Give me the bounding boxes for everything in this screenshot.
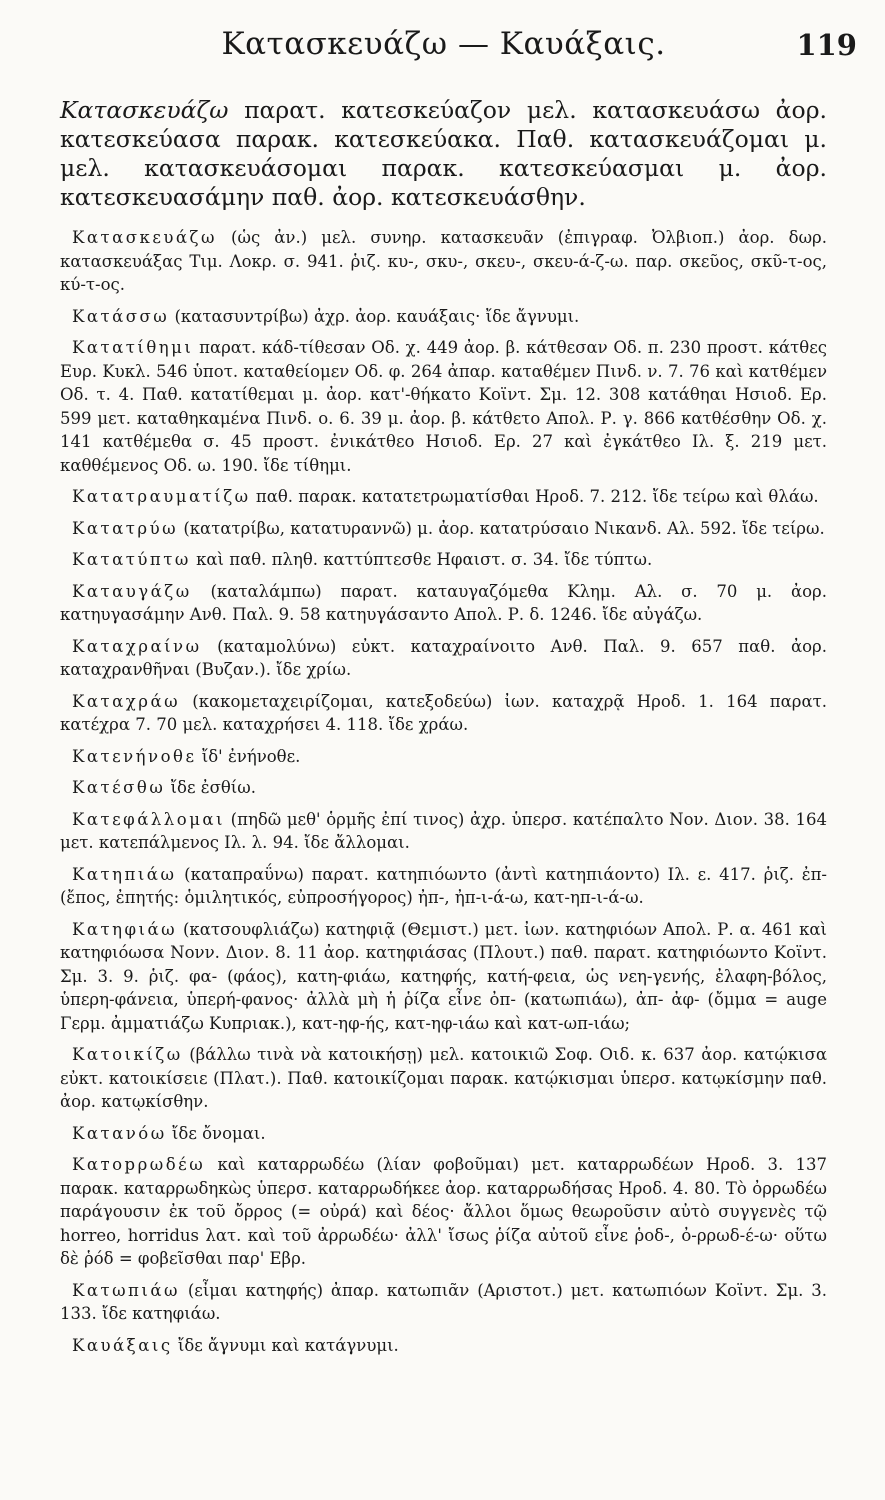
entry-headword: Καυάξαις <box>72 1335 173 1355</box>
entry <box>60 1153 827 1271</box>
entry-text: (κατσουφλιάζω) κατηφιᾷ (Θεμιστ.) μετ. ἰων. κατηφιόων Απολ. Ρ. α. 461 καὶ κατηφιόωσα Νονν. Διον. 8. 11 ἀορ. κατηφιάσας (Πλουτ.) παθ. παρατ. κατηφιόωντο Κοϊντ. Σμ. 3. 9. ῥιζ. φα- (φάος), κατη-φιάω, κατηφής, κατή-φεια, ὡς νεη-γενής, ἐλαφη-βόλος, ὑπερη-φάνεια, ὑπερή-φανος· ἀλλὰ μὴ ἡ ῥίζα εἶνε ὀπ- (κατωπιάω), ἀπ- ἀφ- (ὄμμα = auge Γερμ. ἀμματιάζω Κυπριακ.), κατ-ηφ-ής, κατ-ηφ-ιάω καὶ κατ-ωπ-ιάω; <box>60 919 828 1033</box>
entry <box>60 1334 827 1358</box>
entry-text: (καταμολύνω) εὐκτ. καταχραίνοιτο Ανθ. Παλ. 9. 657 παθ. ἀορ. καταχρανθῆναι (Βυζαν.). ἴδε χρίω. <box>60 636 827 679</box>
entry <box>60 776 827 800</box>
entry <box>60 580 827 627</box>
entry <box>60 745 827 769</box>
entry-headword: Κατηπιάω <box>72 864 177 884</box>
entry-text: ἴδε ὄνομαι. <box>171 1123 266 1143</box>
running-head: Κατασκευάζω — Καυάξαις. <box>221 26 666 62</box>
entry-text: (κατασυντρίβω) ἀχρ. ἀορ. καυάξαις· ἴδε ἄγνυμι. <box>174 306 580 326</box>
entry-text: καὶ καταρρωδέω (λίαν φοβοῦμαι) μετ. καταρρωδέων Ηροδ. 3. 137 παρακ. καταρρωδηκὼς ὑπερσ. καταρρωδήκεε ἀορ. καταρρωδήσας Ηροδ. 4. 80. Τὸ ὀρρωδέω παράγουσιν ἐκ τοῦ ὄρρος (= οὐρά) καὶ δέος· ἄλλοι ὅμως θεωροῦσιν αὐτὸ συγγενὲς τῷ horreo, horridus λατ. καὶ τοῦ ἀρρωδέω· ἀλλ' ἴσως ῥίζα αὐτοῦ εἶνε ῥοδ-, ὀ-ρρωδ-έ-ω· οὕτω δὲ ῥόδ = φοβεῖσθαι παρ' Εβρ. <box>60 1155 827 1268</box>
entry <box>60 548 827 572</box>
entry-headword: Κατοικίζω <box>72 1045 183 1064</box>
entry-headword: Καταυγάζω <box>72 581 192 601</box>
entry-text: (κακομεταχειρίζομαι, κατεξοδεύω) ἰων. καταχρᾷ Ηροδ. 1. 164 παρατ. κατέχρα 7. 70 μελ. καταχρήσει 4. 118. ἴδε χράω. <box>60 691 828 734</box>
entry-headword: Κατενήνοθε <box>72 746 197 766</box>
entry-headword: Κατωπιάω <box>72 1280 180 1300</box>
entry-text: (ὡς ἀν.) μελ. συνηρ. κατασκευᾶν (ἐπιγραφ. Ὀλβιοπ.) ἀορ. δωρ. κατασκευάξας Τιμ. Λοκρ. σ. 941. ῥιζ. κυ-, σκυ-, σκευ-, σκευ-ά-ζ-ω. παρ. σκεῦος, σκῦ-τ-ος, κύ-τ-ος. <box>60 228 827 294</box>
entry-text: παθ. παρακ. κατατετρωματίσθαι Ηροδ. 7. 212. ἴδε τείρω καὶ θλάω. <box>255 487 819 506</box>
entry-text: (καταλάμπω) παρατ. καταυγαζόμεθα Κλημ. Αλ. σ. 70 μ. ἀορ. κατηυγασάμην Ανθ. Παλ. 9. 58 κατηυγάσαντο Απολ. Ρ. δ. 1246. ἴδε αὐγάζω. <box>60 581 827 624</box>
entry <box>60 690 827 737</box>
entry-headword: Κατασκευάζω <box>60 96 229 124</box>
entry-text: παρατ. κατεσκεύαζον μελ. κατασκευάσω ἀορ. κατεσκεύασα παρακ. κατεσκεύακα. Παθ. κατασκευάζομαι μ. μελ. κατασκευάσομαι παρακ. κατεσκεύασμαι μ. ἀορ. κατεσκευασάμην παθ. ἀορ. κατεσκευάσθην. <box>60 96 827 211</box>
entry-headword: Κατατύπτω <box>72 550 191 569</box>
entry-text: ἴδ' ἐνήνοθε. <box>201 746 301 766</box>
entry-text: ἴδε ἐσθίω. <box>170 778 256 797</box>
entry <box>60 305 827 329</box>
entry <box>60 1043 827 1114</box>
entries-column <box>60 96 827 1357</box>
entry <box>60 485 827 509</box>
entry-headword: Κατηφιάω <box>72 919 178 939</box>
entry-headword: Κατασκευάζω <box>72 228 217 247</box>
entry-text: (κατατρίβω, κατατυραννῶ) μ. ἀορ. κατατρύσαιο Νικανδ. Αλ. 592. ἴδε τείρω. <box>183 518 825 538</box>
entry-text: (εἶμαι κατηφής) ἀπαρ. κατωπιᾶν (Αριστοτ.) μετ. κατωπιόων Κοϊντ. Σμ. 3. 133. ἴδε κατηφιάω. <box>60 1280 828 1323</box>
entry-headword: Κατατίθημι <box>72 338 194 357</box>
entry-headword: Κατάσσω <box>72 306 170 326</box>
entry <box>60 96 827 212</box>
entry-text: (καταπραΰνω) παρατ. κατηπιόωντο (ἀντὶ κατηπιάοντο) Ιλ. ε. 417. ῥιζ. ἐπ- (ἔπος, ἐπητής: ὁμιλητικός, εὐπροσήγορος) ἠπ-, ἠπ-ι-ά-ω, κατ-ηπ-ι-ά-ω. <box>60 864 827 907</box>
entry <box>60 1122 827 1146</box>
entry-headword: Κατατρύω <box>72 518 179 538</box>
entry <box>60 336 827 477</box>
entry-text: καὶ παθ. πληθ. καττύπτεσθε Ηφαιστ. σ. 34. ἴδε τύπτω. <box>196 550 653 569</box>
entry <box>60 517 827 541</box>
entry-headword: Κατεφάλλομαι <box>72 809 226 829</box>
entry-text: παρατ. κάδ-τίθεσαν Οδ. χ. 449 ἀορ. β. κάτθεσαν Οδ. π. 230 προστ. κάτθες Ευρ. Κυκλ. 546 ὑποτ. καταθείομεν Οδ. φ. 264 ἀπαρ. καταθέμεν Πινδ. ν. 7. 76 καὶ κατθέμεν Οδ. τ. 4. Παθ. κατατίθεμαι μ. ἀορ. κατ'-θήκατο Κοϊντ. Σμ. 12. 308 κατάθηαι Ησιοδ. Ερ. 599 μετ. καταθηκαμένα Πινδ. ο. 6. 39 μ. ἀορ. β. κάτθετο Απολ. Ρ. γ. 866 κατθέσθην Οδ. χ. 141 κατθέμεθα σ. 45 προστ. ἐνικάτθεο Ησιοδ. Ερ. 27 καὶ ἐγκάτθεο Ιλ. ξ. 219 μετ. καθθέμενος Οδ. ω. 190. ἴδε τίθημι. <box>60 338 827 475</box>
page-header <box>60 18 857 70</box>
entry <box>60 863 827 910</box>
entry-headword: Καταχράω <box>72 691 181 711</box>
page-number: 119 <box>796 28 857 62</box>
entry-text: ἴδε ἄγνυμι καὶ κατάγνυμι. <box>177 1335 399 1355</box>
entry-headword: Καторρωδέω <box>72 1155 206 1174</box>
entry-headword: Κατανόω <box>72 1123 167 1143</box>
entry <box>60 808 827 855</box>
entry-text: (πηδῶ μεθ' ὁρμῆς ἐπί τινος) ἀχρ. ὑπερσ. κατέπαλτο Νον. Διον. 38. 164 μετ. κατεπάλμενος Ιλ. λ. 94. ἴδε ἄλλομαι. <box>60 809 827 852</box>
entry-headword: Κατατραυματίζω <box>72 487 251 506</box>
entry <box>60 226 827 297</box>
entry-headword: Καταχραίνω <box>72 636 202 656</box>
entry <box>60 635 827 682</box>
entry <box>60 1279 827 1326</box>
entry <box>60 918 827 1036</box>
entry-headword: Κατέσθω <box>72 778 166 797</box>
entry-text: (βάλλω τινὰ νὰ κατοικήσῃ) μελ. κατοικιῶ Σοφ. Οιδ. κ. 637 ἀορ. κατῴκισα εὐκτ. κατοικίσειε (Πλατ.). Παθ. κατοικίζομαι παρακ. κατῴκισμαι ὑπερσ. κατῳκίσμην παθ. ἀορ. κατῳκίσθην. <box>60 1045 828 1111</box>
